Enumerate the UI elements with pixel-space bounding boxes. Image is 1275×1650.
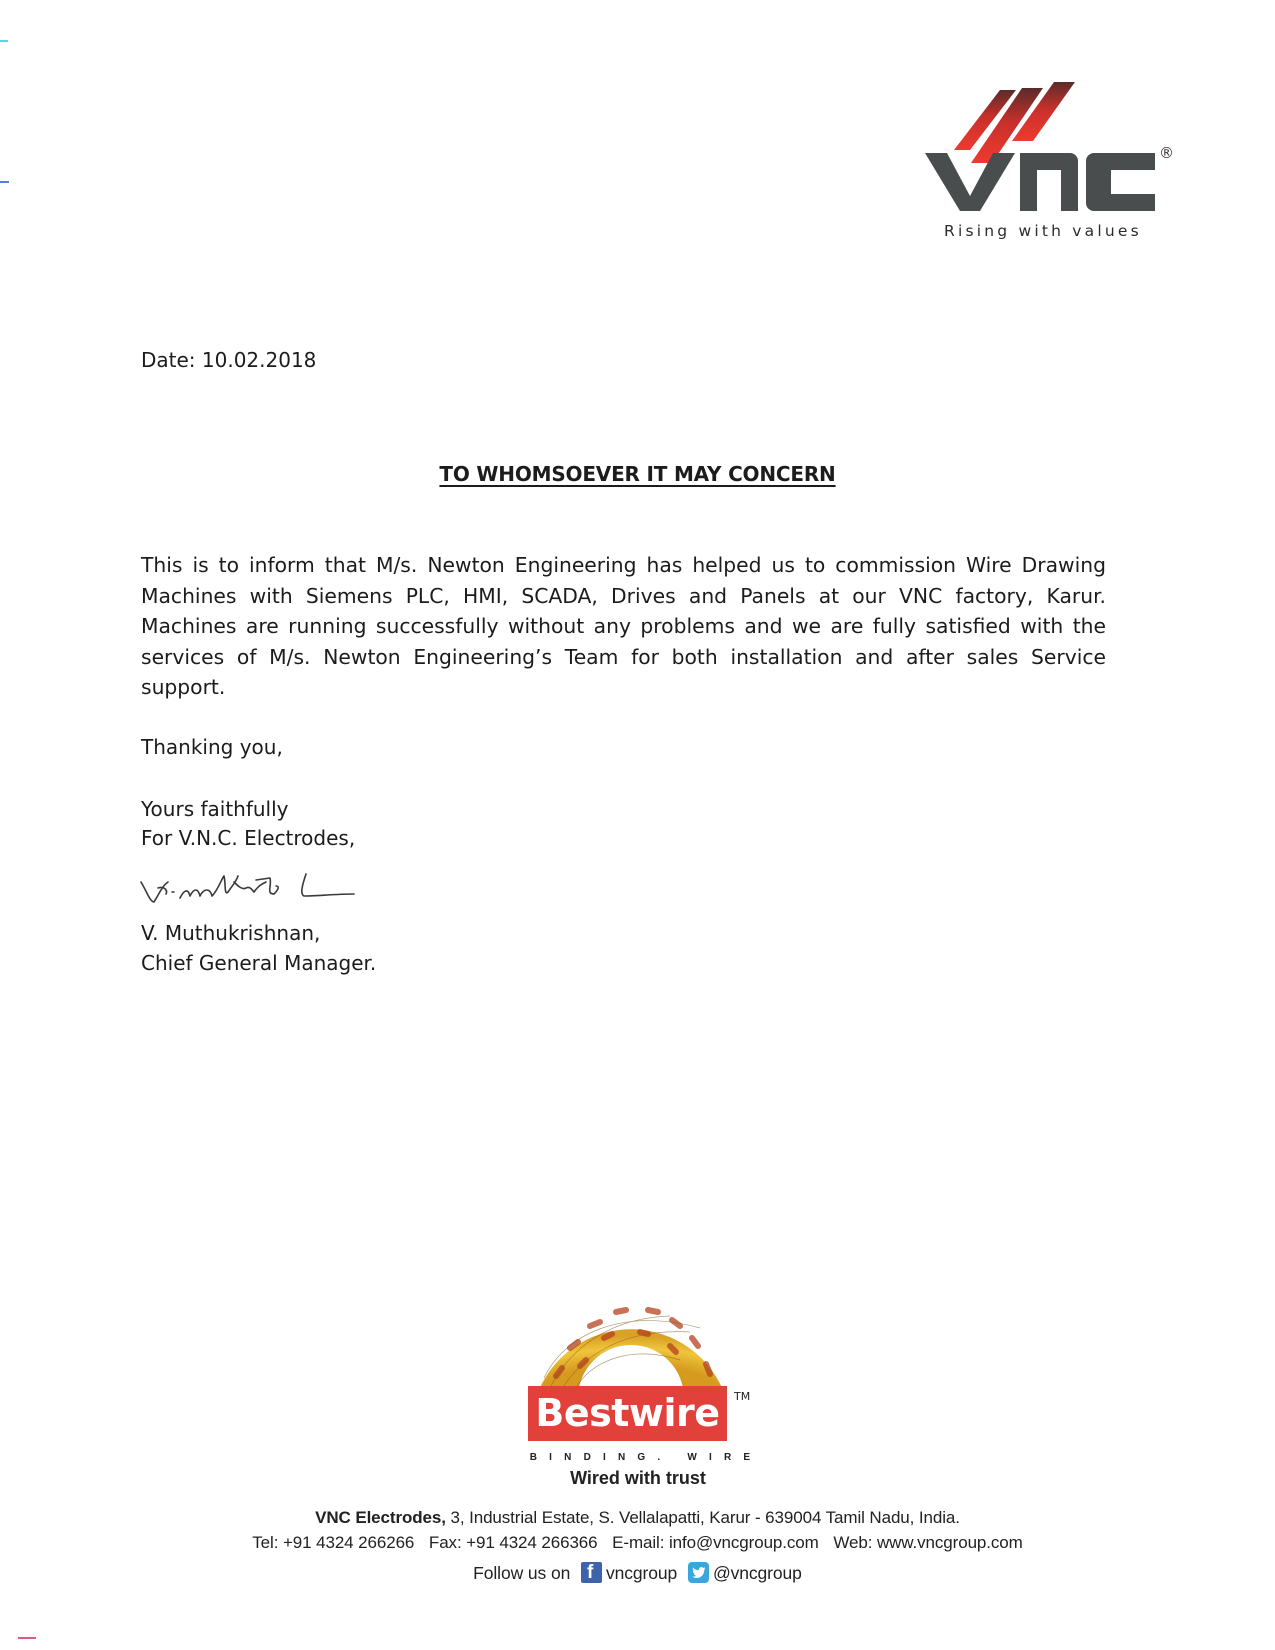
closing-line: Yours faithfully	[141, 797, 289, 821]
closing-company: For V.N.C. Electrodes,	[141, 826, 356, 850]
footer-address-text: 3, Industrial Estate, S. Vellalapatti, Karur - 639004 Tamil Nadu, India.	[445, 1508, 960, 1527]
bestwire-slogan: Wired with trust	[570, 1468, 706, 1488]
scan-mark	[18, 1637, 36, 1639]
registered-mark: ®	[1159, 144, 1174, 162]
twitter-icon[interactable]	[688, 1562, 709, 1583]
signatory	[141, 918, 376, 978]
facebook-handle[interactable]: vncgroup	[605, 1563, 678, 1583]
vnc-logo-mark-icon	[922, 78, 1162, 218]
scan-mark	[0, 181, 9, 183]
footer-tel: Tel: +91 4324 266266	[252, 1533, 415, 1552]
wire-coil-icon	[520, 1288, 760, 1398]
trademark: TM	[734, 1390, 751, 1403]
logo-letter-n	[1020, 153, 1078, 211]
letter-thanks: Thanking you,	[141, 735, 283, 759]
bestwire-wordmark: Bestwire	[535, 1391, 720, 1435]
twitter-handle[interactable]: @vncgroup	[712, 1563, 802, 1583]
footer-email[interactable]: E-mail: info@vncgroup.com	[612, 1533, 819, 1552]
signature	[138, 868, 398, 912]
scan-mark	[0, 40, 8, 42]
letter-closing	[141, 795, 355, 853]
footer-contact	[0, 1533, 1275, 1553]
logo-tagline: Rising with values	[944, 222, 1142, 240]
vnc-logo	[922, 78, 1177, 248]
footer-web[interactable]: Web: www.vncgroup.com	[833, 1533, 1023, 1552]
letter-subject: TO WHOMSOEVER IT MAY CONCERN	[439, 462, 836, 486]
footer-address	[0, 1508, 1275, 1528]
logo-letter-c	[1086, 153, 1155, 211]
bestwire-subtitle: BINDING. WIRE	[529, 1452, 763, 1463]
footer-social	[0, 1562, 1275, 1584]
footer-fax: Fax: +91 4324 266366	[428, 1533, 598, 1552]
logo-letter-v	[925, 153, 1015, 211]
letter-body: This is to inform that M/s. Newton Engineering has helped us to commission Wire Drawing Machines with Siemens PLC, HMI, SCADA, Drives and Panels at our VNC factory, Karur. Machines are running successfully without any problems and we are fully satisfied with the services of M/s. Newton Engineering’s Team for both installation and after sales Service support.	[141, 553, 1106, 699]
signature-icon	[138, 868, 398, 908]
bestwire-logo	[520, 1288, 763, 1498]
signatory-title: Chief General Manager.	[141, 951, 377, 975]
footer-company: VNC Electrodes,	[315, 1508, 446, 1527]
follow-label: Follow us on	[473, 1563, 571, 1583]
letter-date: Date: 10.02.2018	[141, 348, 317, 372]
facebook-icon[interactable]	[581, 1562, 602, 1583]
signatory-name: V. Muthukrishnan,	[141, 921, 321, 945]
